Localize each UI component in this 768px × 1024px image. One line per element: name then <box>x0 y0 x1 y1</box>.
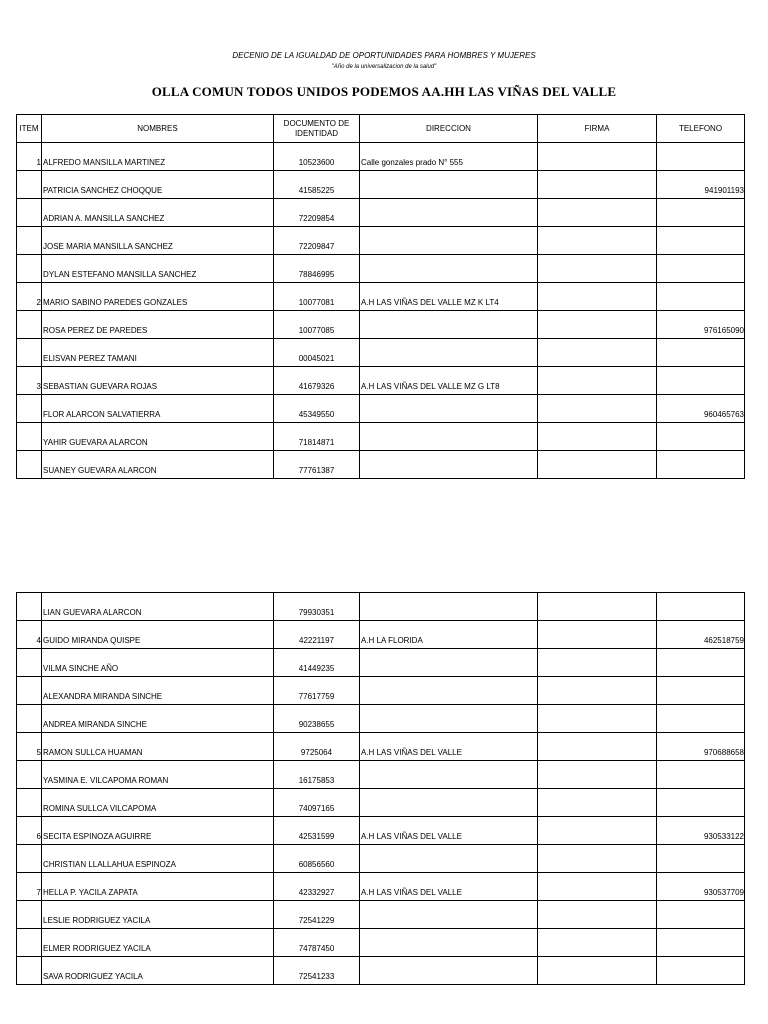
item-cell: 4 <box>17 621 42 649</box>
page-title: OLLA COMUN TODOS UNIDOS PODEMOS AA.HH LAS VIÑAS DEL VALLE <box>151 84 617 99</box>
item-cell <box>17 199 42 227</box>
item-cell <box>17 227 42 255</box>
document-cell: 72209847 <box>274 227 360 255</box>
address-cell <box>360 339 538 367</box>
name-cell: LESLIE RODRIGUEZ YACILA <box>42 901 274 929</box>
address-cell <box>360 649 538 677</box>
table-header-row <box>17 115 745 143</box>
phone-cell: 462518759 <box>657 621 745 649</box>
signature-cell <box>538 705 657 733</box>
phone-cell <box>657 367 745 395</box>
item-cell <box>17 845 42 873</box>
signature-cell <box>538 929 657 957</box>
name-cell: ADRIAN A. MANSILLA SANCHEZ <box>42 199 274 227</box>
name-cell: ANDREA MIRANDA SINCHE <box>42 705 274 733</box>
signature-cell <box>538 649 657 677</box>
item-cell <box>17 929 42 957</box>
document-cell: 10523600 <box>274 143 360 171</box>
address-cell <box>360 593 538 621</box>
address-cell <box>360 255 538 283</box>
name-cell: ELMER RODRIGUEZ YACILA <box>42 929 274 957</box>
phone-cell <box>657 705 745 733</box>
item-cell <box>17 593 42 621</box>
phone-cell: 976165090 <box>657 311 745 339</box>
name-cell: ALFREDO MANSILLA MARTINEZ <box>42 143 274 171</box>
address-cell: A.H LA FLORIDA <box>360 621 538 649</box>
document-cell: 10077085 <box>274 311 360 339</box>
document-cell: 60856560 <box>274 845 360 873</box>
address-cell <box>360 789 538 817</box>
name-cell: RAMON SULLCA HUAMAN <box>42 733 274 761</box>
document-cell: 41449235 <box>274 649 360 677</box>
address-cell: A.H LAS VIÑAS DEL VALLE MZ G LT8 <box>360 367 538 395</box>
document-cell: 77617759 <box>274 677 360 705</box>
name-cell: HELLA P. YACILA ZAPATA <box>42 873 274 901</box>
name-cell: SECITA ESPINOZA AGUIRRE <box>42 817 274 845</box>
attendance-table-2 <box>16 592 745 985</box>
document-cell: 74097165 <box>274 789 360 817</box>
signature-cell <box>538 311 657 339</box>
address-cell <box>360 957 538 985</box>
signature-cell <box>538 367 657 395</box>
address-cell <box>360 171 538 199</box>
item-cell <box>17 705 42 733</box>
signature-cell <box>538 873 657 901</box>
document-cell: 9725064 <box>274 733 360 761</box>
item-cell: 6 <box>17 817 42 845</box>
item-cell <box>17 761 42 789</box>
name-cell: ELISVAN PEREZ TAMANI <box>42 339 274 367</box>
document-cell: 74787450 <box>274 929 360 957</box>
signature-cell <box>538 283 657 311</box>
phone-cell <box>657 339 745 367</box>
table-row <box>17 143 745 171</box>
table-row <box>17 705 745 733</box>
name-cell: SEBASTIAN GUEVARA ROJAS <box>42 367 274 395</box>
signature-cell <box>538 171 657 199</box>
signature-cell <box>538 255 657 283</box>
document-cell: 45349550 <box>274 395 360 423</box>
address-cell <box>360 227 538 255</box>
table-row <box>17 283 745 311</box>
document-cell: 42221197 <box>274 621 360 649</box>
phone-cell <box>657 199 745 227</box>
signature-cell <box>538 677 657 705</box>
signature-cell <box>538 395 657 423</box>
signature-cell <box>538 845 657 873</box>
signature-cell <box>538 451 657 479</box>
table-row <box>17 621 745 649</box>
header-telefono: TELEFONO <box>657 115 745 143</box>
name-cell: ROMINA SULLCA VILCAPOMA <box>42 789 274 817</box>
attendance-table-1 <box>16 114 745 479</box>
signature-cell <box>538 593 657 621</box>
address-cell <box>360 845 538 873</box>
header-direccion: DIRECCION <box>360 115 538 143</box>
address-cell: A.H LAS VIÑAS DEL VALLE MZ K LT4 <box>360 283 538 311</box>
signature-cell <box>538 817 657 845</box>
header-firma: FIRMA <box>538 115 657 143</box>
year-subheader: "Año de la universalizacion de la salud" <box>331 64 437 70</box>
name-cell: YASMINA E. VILCAPOMA ROMAN <box>42 761 274 789</box>
phone-cell <box>657 789 745 817</box>
phone-cell <box>657 423 745 451</box>
header-item: ITEM <box>17 115 42 143</box>
item-cell <box>17 255 42 283</box>
table-row <box>17 901 745 929</box>
table-row <box>17 845 745 873</box>
signature-cell <box>538 789 657 817</box>
document-cell: 42531599 <box>274 817 360 845</box>
name-cell: SUANEY GUEVARA ALARCON <box>42 451 274 479</box>
name-cell: JOSE MARIA MANSILLA SANCHEZ <box>42 227 274 255</box>
table-row <box>17 649 745 677</box>
address-cell: Calle gonzales prado N° 555 <box>360 143 538 171</box>
signature-cell <box>538 733 657 761</box>
phone-cell <box>657 677 745 705</box>
name-cell: CHRISTIAN LLALLAHUA ESPINOZA <box>42 845 274 873</box>
table-row <box>17 367 745 395</box>
document-cell: 71814871 <box>274 423 360 451</box>
decade-header: DECENIO DE LA IGUALDAD DE OPORTUNIDADES PARA HOMBRES Y MUJERES <box>232 51 536 60</box>
item-cell <box>17 311 42 339</box>
table-row <box>17 761 745 789</box>
signature-cell <box>538 761 657 789</box>
table-row <box>17 339 745 367</box>
phone-cell <box>657 761 745 789</box>
document-cell: 10077081 <box>274 283 360 311</box>
name-cell: ROSA PEREZ DE PAREDES <box>42 311 274 339</box>
document-cell: 41585225 <box>274 171 360 199</box>
phone-cell <box>657 283 745 311</box>
name-cell: VILMA SINCHE AÑO <box>42 649 274 677</box>
item-cell <box>17 451 42 479</box>
phone-cell <box>657 593 745 621</box>
name-cell: FLOR ALARCON SALVATIERRA <box>42 395 274 423</box>
document-cell: 41679326 <box>274 367 360 395</box>
item-cell <box>17 901 42 929</box>
phone-cell: 970688658 <box>657 733 745 761</box>
document-cell: 79930351 <box>274 593 360 621</box>
signature-cell <box>538 901 657 929</box>
document-cell: 00045021 <box>274 339 360 367</box>
table-row <box>17 957 745 985</box>
item-cell: 7 <box>17 873 42 901</box>
phone-cell <box>657 649 745 677</box>
document-cell: 72541233 <box>274 957 360 985</box>
name-cell: SAVA RODRIGUEZ YACILA <box>42 957 274 985</box>
item-cell <box>17 339 42 367</box>
table-row <box>17 929 745 957</box>
item-cell <box>17 677 42 705</box>
signature-cell <box>538 957 657 985</box>
table-row <box>17 395 745 423</box>
item-cell: 1 <box>17 143 42 171</box>
item-cell <box>17 649 42 677</box>
name-cell: PATRICIA SANCHEZ CHOQQUE <box>42 171 274 199</box>
address-cell <box>360 311 538 339</box>
document-cell: 72209854 <box>274 199 360 227</box>
document-cell: 77761387 <box>274 451 360 479</box>
item-cell: 2 <box>17 283 42 311</box>
phone-cell <box>657 901 745 929</box>
signature-cell <box>538 227 657 255</box>
signature-cell <box>538 143 657 171</box>
document-cell: 42332927 <box>274 873 360 901</box>
address-cell <box>360 929 538 957</box>
address-cell <box>360 199 538 227</box>
address-cell <box>360 451 538 479</box>
item-cell: 3 <box>17 367 42 395</box>
phone-cell <box>657 451 745 479</box>
address-cell <box>360 705 538 733</box>
name-cell: DYLAN ESTEFANO MANSILLA SANCHEZ <box>42 255 274 283</box>
name-cell: GUIDO MIRANDA QUISPE <box>42 621 274 649</box>
item-cell <box>17 789 42 817</box>
phone-cell <box>657 957 745 985</box>
signature-cell <box>538 621 657 649</box>
table-row <box>17 199 745 227</box>
name-cell: MARIO SABINO PAREDES GONZALES <box>42 283 274 311</box>
item-cell <box>17 171 42 199</box>
item-cell: 5 <box>17 733 42 761</box>
address-cell <box>360 423 538 451</box>
signature-cell <box>538 423 657 451</box>
table-row <box>17 873 745 901</box>
phone-cell <box>657 143 745 171</box>
document-cell: 90238655 <box>274 705 360 733</box>
address-cell <box>360 901 538 929</box>
table-row <box>17 423 745 451</box>
phone-cell: 941901193 <box>657 171 745 199</box>
table-row <box>17 593 745 621</box>
signature-cell <box>538 199 657 227</box>
phone-cell <box>657 845 745 873</box>
item-cell <box>17 423 42 451</box>
address-cell: A.H LAS VIÑAS DEL VALLE <box>360 873 538 901</box>
phone-cell: 930537709 <box>657 873 745 901</box>
table-row <box>17 255 745 283</box>
address-cell: A.H LAS VIÑAS DEL VALLE <box>360 733 538 761</box>
table-row <box>17 677 745 705</box>
item-cell <box>17 957 42 985</box>
table-1-body <box>17 143 745 479</box>
name-cell: ALEXANDRA MIRANDA SINCHE <box>42 677 274 705</box>
item-cell <box>17 395 42 423</box>
address-cell <box>360 677 538 705</box>
table-2-body <box>17 593 745 985</box>
table-row <box>17 733 745 761</box>
header-documento: DOCUMENTO DE IDENTIDAD <box>274 115 360 143</box>
phone-cell: 960465763 <box>657 395 745 423</box>
phone-cell <box>657 929 745 957</box>
phone-cell <box>657 227 745 255</box>
document-cell: 72541229 <box>274 901 360 929</box>
table-row <box>17 451 745 479</box>
table-row <box>17 817 745 845</box>
document-cell: 78846995 <box>274 255 360 283</box>
header-nombres: NOMBRES <box>42 115 274 143</box>
name-cell: LIAN GUEVARA ALARCON <box>42 593 274 621</box>
address-cell <box>360 761 538 789</box>
signature-cell <box>538 339 657 367</box>
address-cell: A.H LAS VIÑAS DEL VALLE <box>360 817 538 845</box>
table-row <box>17 311 745 339</box>
name-cell: YAHIR GUEVARA ALARCON <box>42 423 274 451</box>
phone-cell: 930533122 <box>657 817 745 845</box>
phone-cell <box>657 255 745 283</box>
table-row <box>17 789 745 817</box>
table-row <box>17 227 745 255</box>
address-cell <box>360 395 538 423</box>
table-row <box>17 171 745 199</box>
document-cell: 16175853 <box>274 761 360 789</box>
